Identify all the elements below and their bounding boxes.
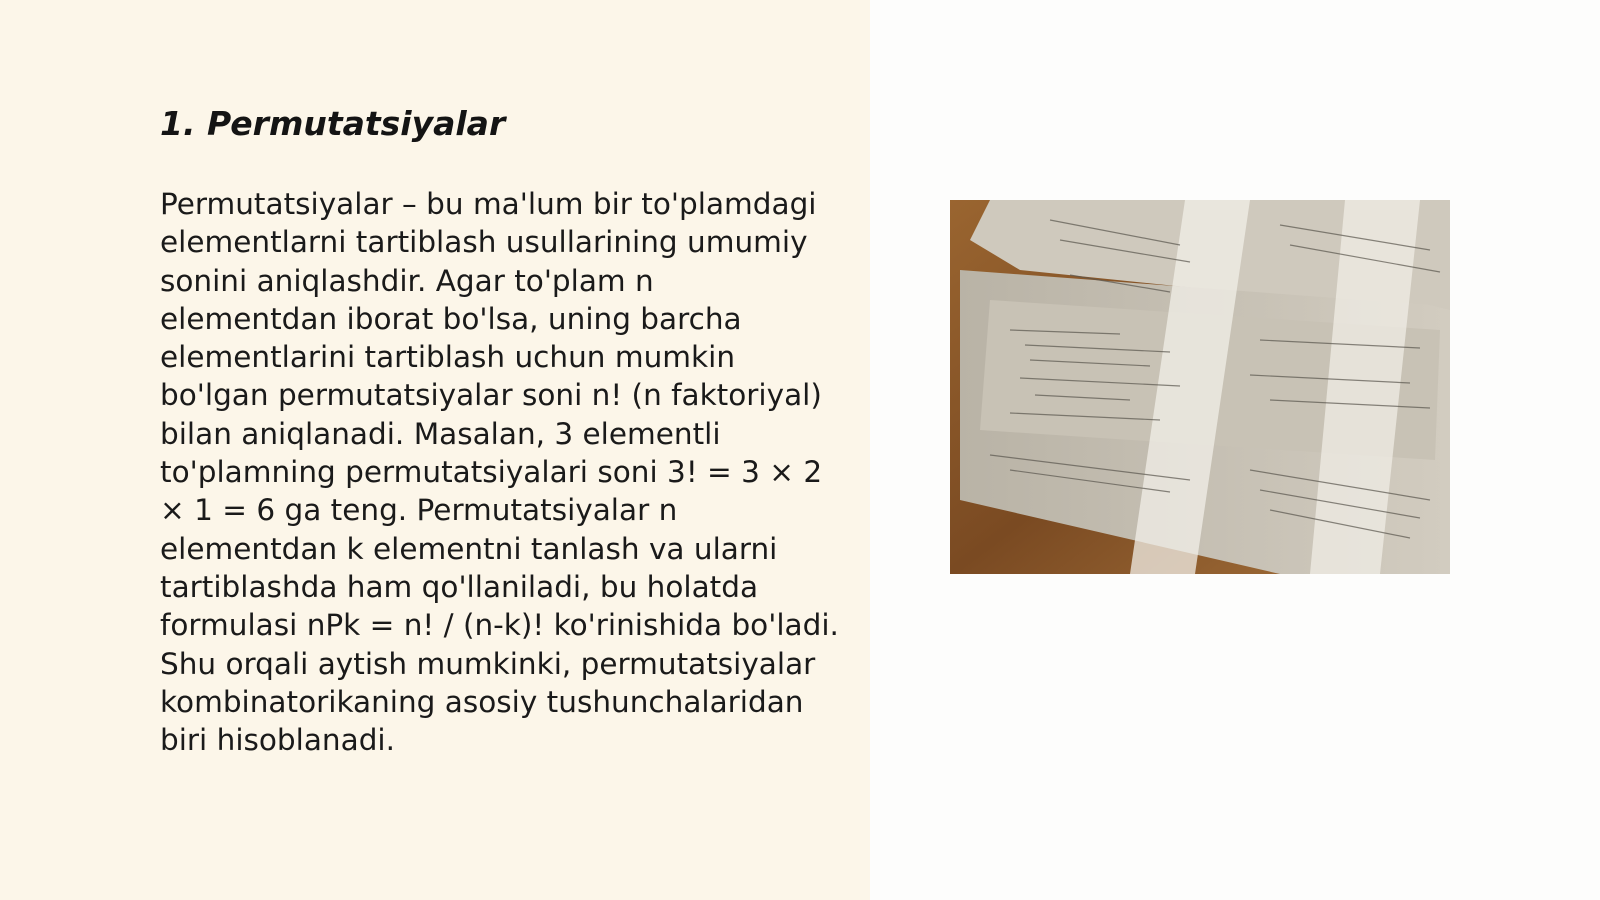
slide-body-text: Permutatsiyalar – bu ma'lum bir to'plamdagi elementlarni tartiblash usullarining umumiy sonini aniqlashdir. Agar to'plam n elementdan iborat bo'lsa, uning barcha elementlarini tartiblash uchun mumkin bo'lgan permutatsiyalar soni n! (n faktoriyal) bilan aniqlanadi. Masalan, 3 elementli to'plamning permutatsiyalari soni 3! = 3 × 2 × 1 = 6 ga teng. Permutatsiyalar n elementdan k elementni tanlash va ularni tartiblashda ham qo'llaniladi, bu holatda formulasi nPk = n! / (n-k)! ko'rinishida bo'ladi. Shu orqali aytish mumkinki, permutatsiyalar kombinatorikaning asosiy tushunchalaridan biri hisoblanadi. [160,187,839,758]
photo-illustration [950,200,1450,574]
math-papers-photo [950,200,1450,574]
slide-title: 1. Permutatsiyalar [160,104,506,143]
